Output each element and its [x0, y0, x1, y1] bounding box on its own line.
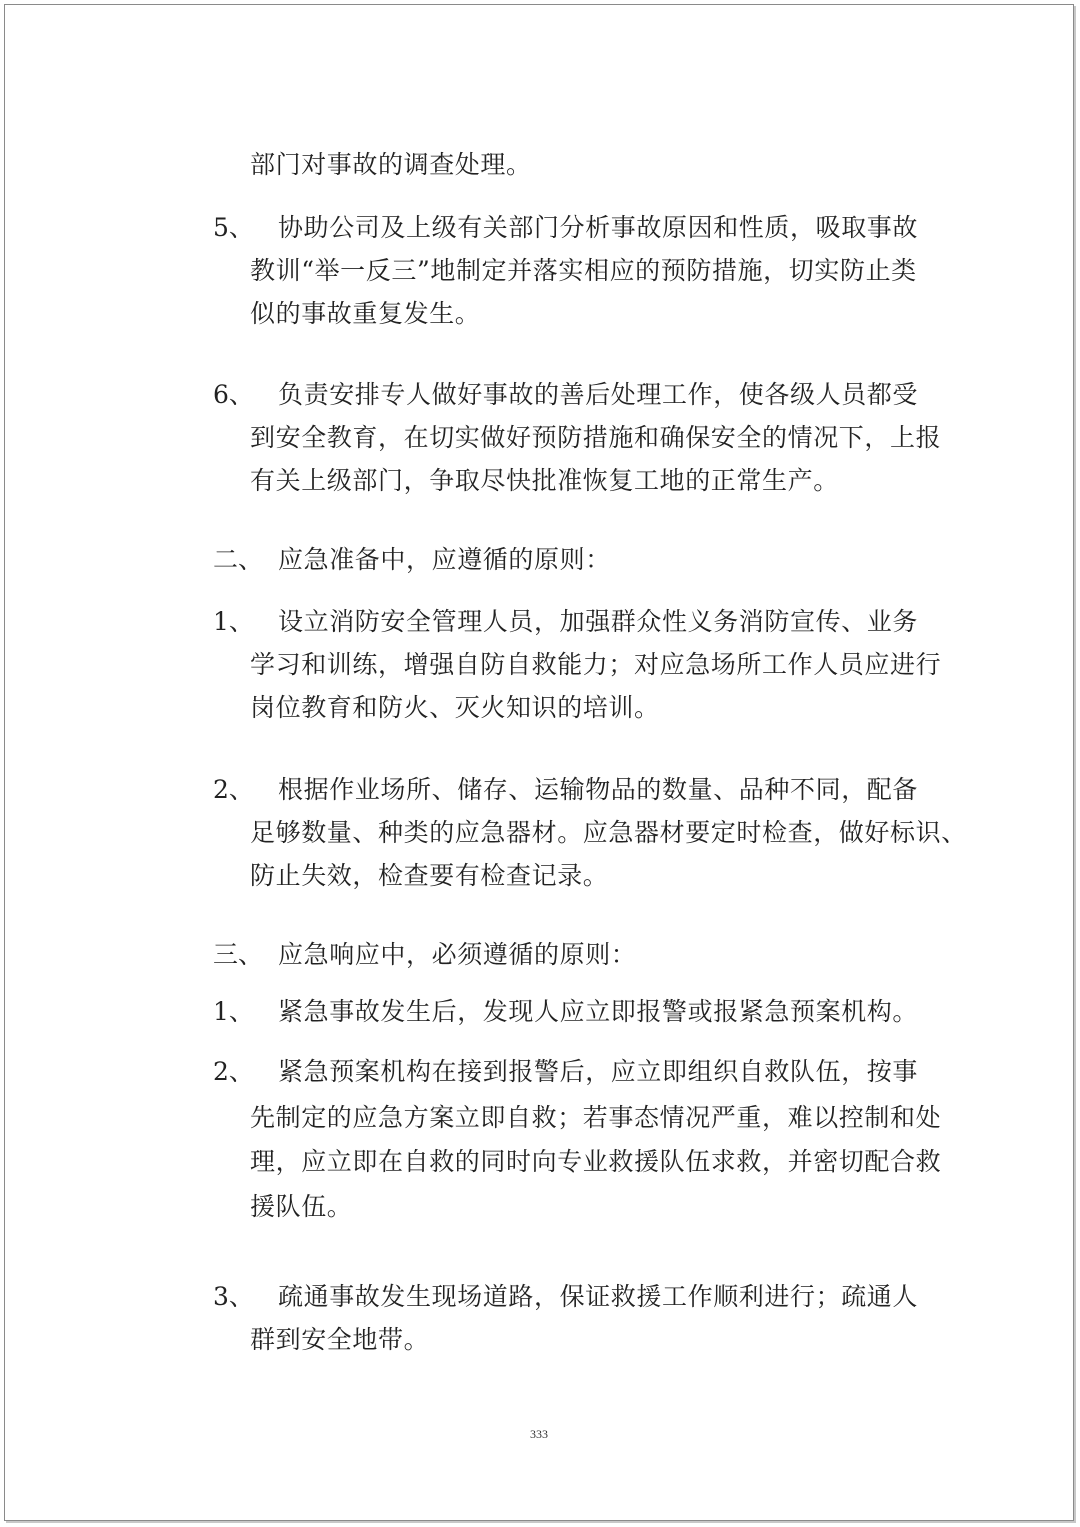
paragraph-line: 先制定的应急方案立即自救；若事态情况严重，难以控制和处	[250, 1103, 942, 1132]
item-number: 1、	[213, 997, 254, 1026]
paragraph-line: 援队伍。	[250, 1192, 353, 1221]
paragraph-line: 防止失效，检查要有检查记录。	[250, 861, 609, 890]
paragraph-line: 根据作业场所、储存、运输物品的数量、品种不同，配备	[278, 775, 919, 804]
paragraph-line: 岗位教育和防火、灭火知识的培训。	[250, 693, 660, 722]
paragraph-line: 紧急事故发生后，发现人应立即报警或报紧急预案机构。	[278, 997, 919, 1026]
section-number: 三、	[213, 940, 264, 969]
paragraph-line: 有关上级部门，争取尽快批准恢复工地的正常生产。	[250, 466, 839, 495]
section-heading: 应急响应中，必须遵循的原则：	[278, 940, 637, 969]
paragraph-line: 到安全教育，在切实做好预防措施和确保安全的情况下，上报	[250, 423, 942, 452]
section-heading: 应急准备中，应遵循的原则：	[278, 545, 611, 574]
page-number: 333	[530, 1427, 548, 1441]
continuation-line: 部门对事故的调查处理。	[250, 150, 532, 179]
paragraph-line: 理，应立即在自救的同时向专业救援队伍求救，并密切配合救	[250, 1147, 942, 1176]
paragraph-line: 学习和训练，增强自防自救能力；对应急场所工作人员应进行	[250, 650, 942, 679]
paragraph-line: 似的事故重复发生。	[250, 299, 481, 328]
section-number: 二、	[213, 545, 264, 574]
item-number: 2、	[213, 1057, 254, 1086]
paragraph-line: 紧急预案机构在接到报警后，应立即组织自救队伍，按事	[278, 1057, 919, 1086]
item-number: 5、	[213, 213, 254, 242]
paragraph-line: 协助公司及上级有关部门分析事故原因和性质，吸取事故	[278, 213, 919, 242]
item-number: 6、	[213, 380, 254, 409]
paragraph-line: 疏通事故发生现场道路，保证救援工作顺利进行；疏通人	[278, 1282, 919, 1311]
item-number: 2、	[213, 775, 254, 804]
item-number: 3、	[213, 1282, 254, 1311]
paragraph-line: 足够数量、种类的应急器材。应急器材要定时检查，做好标识、	[250, 818, 967, 847]
paragraph-line: 教训“举一反三”地制定并落实相应的预防措施，切实防止类	[250, 256, 917, 285]
paragraph-line: 负责安排专人做好事故的善后处理工作，使各级人员都受	[278, 380, 919, 409]
paragraph-line: 设立消防安全管理人员，加强群众性义务消防宣传、业务	[278, 607, 919, 636]
item-number: 1、	[213, 607, 254, 636]
paragraph-line: 群到安全地带。	[250, 1325, 430, 1354]
document-page	[4, 4, 1074, 1521]
